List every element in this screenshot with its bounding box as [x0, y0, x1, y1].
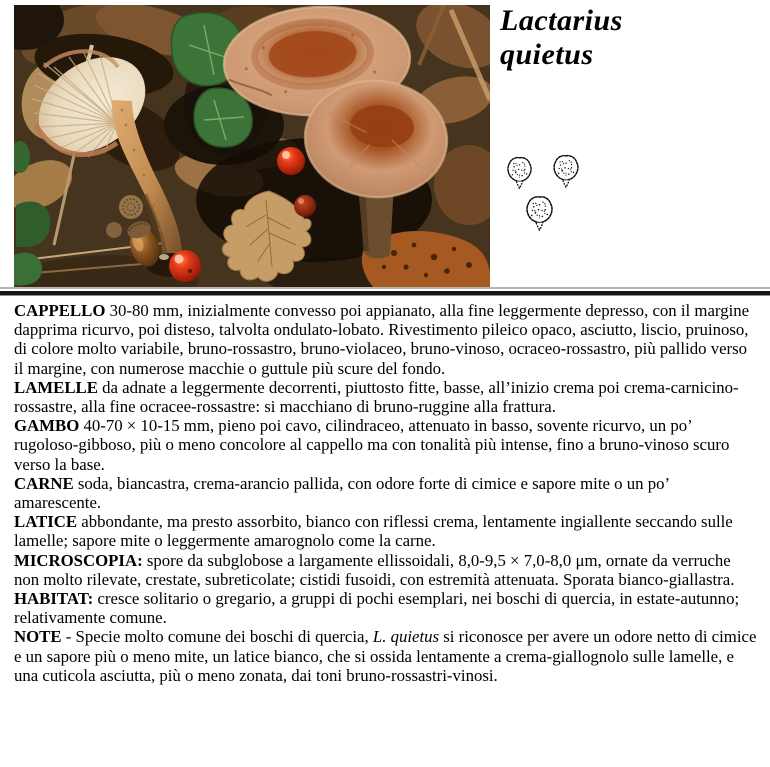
broadleaf-tree-icon: [505, 156, 534, 190]
species-photo: [14, 5, 490, 288]
species-name: quietus: [500, 38, 594, 71]
genus-name: Lactarius: [500, 4, 623, 37]
species-photo-image: [14, 5, 490, 288]
section-label: MICROSCOPIA:: [14, 550, 143, 570]
section-lamelle: [14, 378, 759, 416]
section-label: LATICE: [14, 512, 78, 532]
section-text: cresce solitario o gregario, a gruppi di pochi esemplari, nei boschi di quercia, in estate-autunno; relativamente comune.: [14, 589, 740, 628]
divider-rule-light: [0, 287, 770, 289]
section-carne: [14, 474, 759, 512]
section-text: si riconosce per avere un odore netto di cimice e un sapore più o meno mite, un latice bianco, che si ossida lentamente a crema-giallognolo sulle lamelle, e una cuticola asciutta, più o meno zonata, dai toni bruno-rossastri-vinosi.: [14, 627, 757, 685]
section-latice: [14, 512, 759, 550]
section-text: soda, biancastra, crema-arancio pallida, con odore forte di cimice e sapore mite o un po’ amarescente.: [14, 473, 669, 513]
section-text: L. quietus: [372, 627, 440, 647]
broadleaf-tree-icon: [551, 154, 581, 189]
section-microscopia: [14, 551, 759, 589]
section-label: GAMBO: [14, 416, 80, 436]
section-label: CAPPELLO: [14, 301, 106, 320]
section-label: CARNE: [14, 473, 74, 493]
section-text: da adnate a leggermente decorrenti, piuttosto fitte, basse, all’inizio crema poi crema-carnicino-rossastre, alla fine ocracee-rossastre: si macchiano di bruno-ruggine alla frattura.: [14, 377, 739, 417]
section-note: [14, 627, 759, 685]
broadleaf-tree-icon: [524, 195, 555, 232]
section-text: - Specie molto comune dei boschi di quercia,: [61, 627, 373, 647]
divider-rule-dark: [0, 291, 770, 296]
section-gambo: [14, 416, 759, 474]
section-text: 40-70 × 10-15 mm, pieno poi cavo, cilindraceo, attenuato in basso, sovente ricurvo, un po’ rugoloso-gibboso, più o meno concolore al cappello ma con tonalità più intense, fino a bruno-vinoso scuro verso la base.: [14, 416, 730, 474]
section-label: NOTE: [14, 627, 62, 647]
section-habitat: [14, 589, 759, 627]
section-label: LAMELLE: [14, 377, 98, 397]
section-label: HABITAT:: [14, 589, 94, 609]
section-text: spore da subglobose a largamente ellissoidali, 8,0-9,5 × 7,0-8,0 μm, ornate da verruche non molto rilevate, crestate, subreticolate; cistidi fusoidi, con estremità attenuata. Sporata bianco-giallastra.: [14, 550, 735, 589]
section-cappello: [14, 301, 759, 378]
section-text: 30-80 mm, inizialmente convesso poi appianato, alla fine leggermente depresso, con il margine dapprima ricurvo, poi disteso, talvolta ondulato-lobato. Rivestimento pileico opaco, asciutto, liscio, pruinoso, di colore molto variabile, bruno-rossastro, bruno-violaceo, bruno-vinoso, ocraceo-rossastro, più pallido verso il margine, con numerose macchie o guttule più scure del fondo.: [14, 301, 750, 378]
section-text: abbondante, ma presto assorbito, bianco con riflessi crema, lentamente ingiallente seccando sulle lamelle; sapore mite o leggermente amarognolo come la carne.: [14, 512, 733, 551]
page-title: [500, 4, 760, 72]
species-description: [14, 301, 759, 685]
